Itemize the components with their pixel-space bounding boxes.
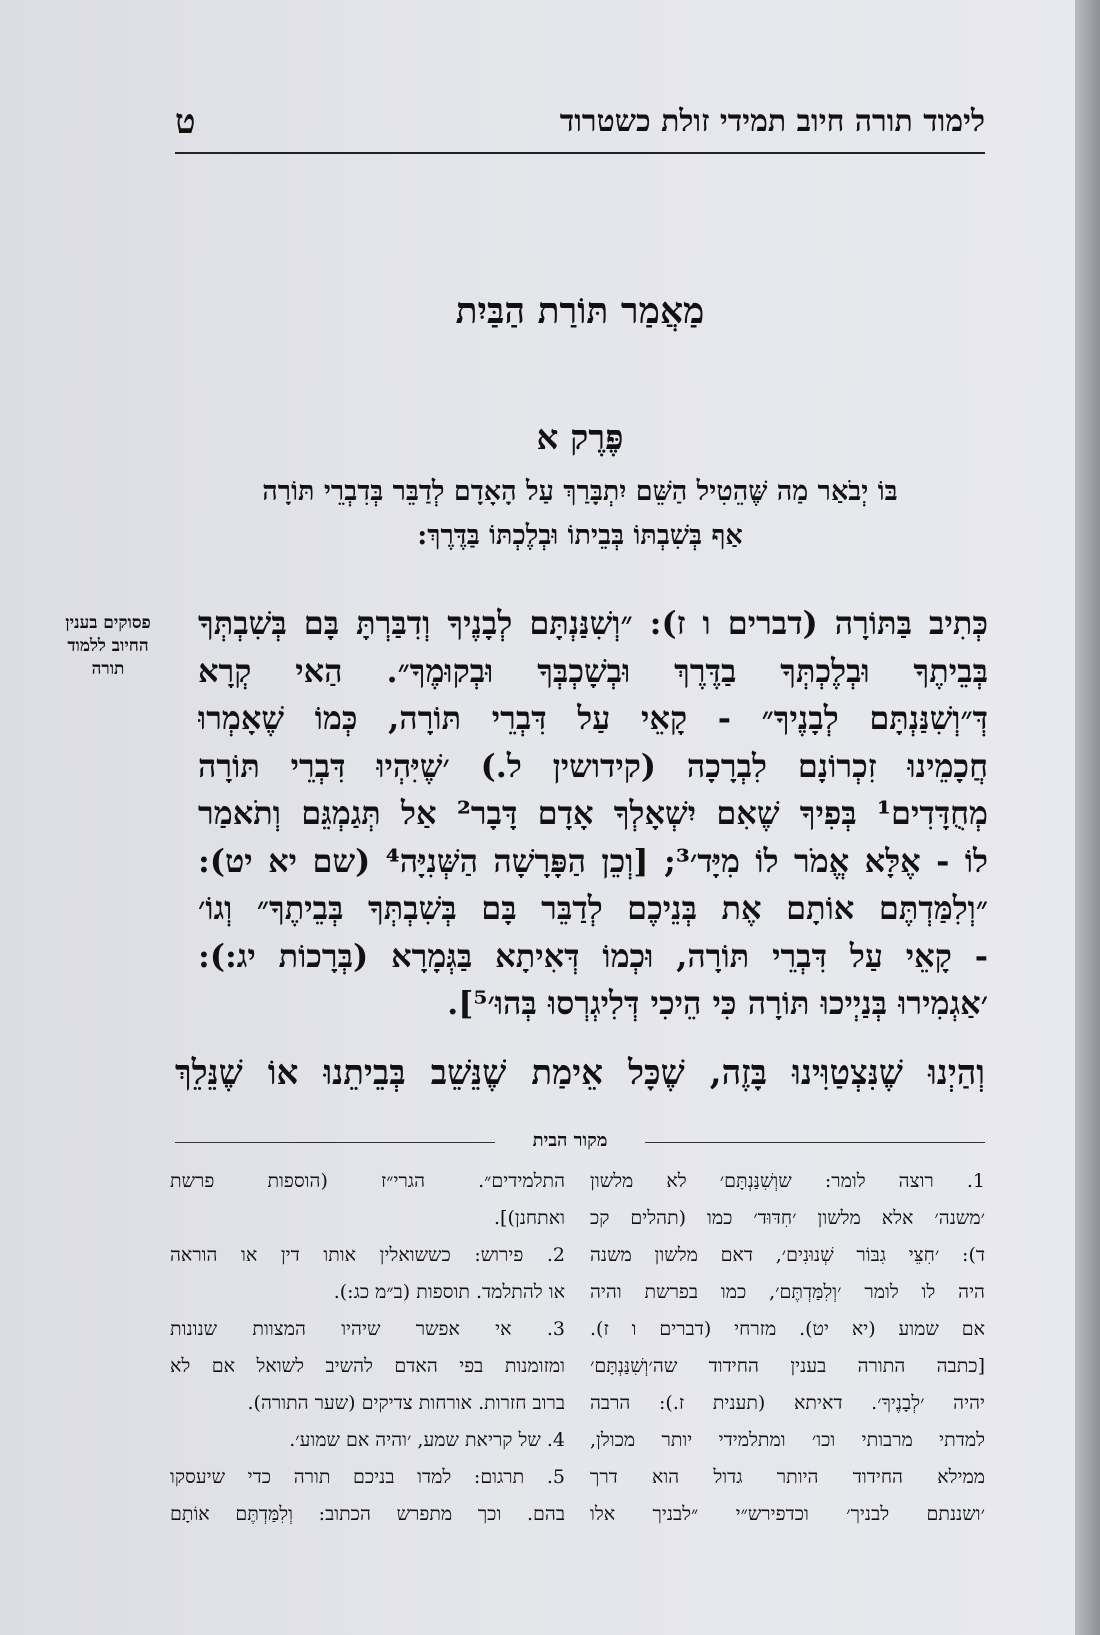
- footnote-line: [כתבה התורה בענין החידוד שה׳וְשִׁנַּנְתָּם׳: [590, 1355, 985, 1377]
- margin-note-line: החיוב ללמוד: [67, 636, 149, 656]
- footnote-line: ומזומנות בפי האדם להשיב לשואל אם לא: [170, 1355, 565, 1377]
- footnote-line: ברוב חזרות. אורחות צדיקים (שער התורה).: [247, 1392, 565, 1414]
- footnote-line: אם שמוע (יא יט). מזרחי (דברים ו ז).: [590, 1318, 985, 1340]
- footnote-line: ׳משנה׳ אלא מלשון ׳חִדּוּד׳ כמו (תהלים קכ: [590, 1207, 985, 1229]
- text-line: כְּתִיב בַּתּוֹרָה (דברים ו ז): ״וְשִׁנַּנְתָּם לְבָנֶיךָ וְדִבַּרְתָּ בָּם בְּשִׁבְתְּךָ: [198, 604, 988, 642]
- footnotes-left-column: [170, 1163, 565, 1623]
- subtitle-line: אַף בְּשִׁבְתּוֹ בְּבֵיתוֹ וּבְלֶכְתּוֹ בַּדֶּרֶךְ:: [417, 520, 743, 551]
- text-line: לוֹ - אֶלָּא אֱמֹר לוֹ מִיָּד׳³; [וְכֵן הַפָּרָשָׁה הַשְּׁנִיָּה⁴ (שם יא יט):: [198, 841, 988, 880]
- text-line: ״וְלִמַּדְתֶּם אוֹתָם אֶת בְּנֵיכֶם לְדַבֵּר בָּם בְּשִׁבְתְּךָ בְּבֵיתֶךָ״ וְגוֹ׳: [198, 889, 988, 927]
- footnote-line: התלמידים״. הגרי״ז (הוספות פרשת: [170, 1170, 565, 1192]
- margin-note-line: תורה: [91, 659, 125, 679]
- footnotes-right-column: [590, 1163, 985, 1623]
- footnote-line: 2. פירוש: כששואלין אותו דין או הוראה: [170, 1244, 565, 1266]
- footnote-line: 3. אי אפשר שיהיו המצוות שנונות: [170, 1318, 565, 1340]
- chapter-subtitle: [175, 470, 985, 558]
- text-line: - קָאֵי עַל דִּבְרֵי תּוֹרָה, וּכְמוֹ דְּאִיתָא בַּגְּמָרָא (בְּרָכוֹת יג:):: [198, 936, 988, 975]
- footnote-line: 1. רוצה לומר: שוְשִׁנַּנְתָּם׳ לא מלשון: [590, 1170, 985, 1192]
- footnote-line: בהם. וכך מתפרש הכתוב: וְלִמַּדְתֶּם אוֹתָם: [170, 1503, 565, 1525]
- chapter-title: פֶּרֶק א: [536, 418, 624, 458]
- running-title: לימוד תורה חיוב תמידי זולת כשטרוד: [559, 104, 985, 139]
- footnote-line: יהיה ׳לְבָנֶיךָ׳. דאיתא (תענית ז.): הרבה: [590, 1392, 985, 1414]
- margin-note-line: פסוקים בענין: [65, 613, 151, 633]
- divider-line: [645, 1142, 985, 1143]
- footnote-line: ואתחנן)].: [494, 1207, 565, 1229]
- footnote-line: ממילא החידוד היותר גדול הוא דרך: [590, 1466, 985, 1488]
- text-line: חֲכָמֵינוּ זִכְרוֹנָם לִבְרָכָה (קידושין ל.) ׳שֶׁיִּהְיוּ דִּבְרֵי תּוֹרָה: [198, 746, 988, 785]
- footnote-line: או להתלמד. תוספות (ב״מ כג:).: [333, 1281, 565, 1303]
- text-line: דְּ״וְשִׁנַּנְתָּם לְבָנֶיךָ״ - קָאֵי עַל דִּבְרֵי תּוֹרָה, כְּמוֹ שֶׁאָמְרוּ: [198, 699, 988, 737]
- margin-note: [38, 612, 178, 681]
- essay-title: מַאֲמַר תּוֹרַת הַבַּיִת: [455, 290, 705, 332]
- running-header: [175, 100, 985, 154]
- footnote-line: למדתי מרבותי וכו׳ ומתלמידי יותר מכולן,: [590, 1429, 985, 1451]
- text-line: בְּבֵיתֶךָ וּבְלֶכְתְּךָ בַדֶּרֶךְ וּבְשָׁכְבְּךָ וּבְקוּמֶךָ״. הַאי קְרָא: [198, 651, 988, 690]
- main-text: [198, 600, 988, 1028]
- notes-header: מקור הבית: [532, 1130, 608, 1151]
- subtitle-line: בּוֹ יְבֹאַר מַה שֶּׁהֵטִיל הַשֵּׁם יִתְבָּרַךְ עַל הָאָדָם לְדַבֵּר בְּדִבְרֵי תּוֹרָה: [262, 476, 898, 507]
- footnote-line: 4. של קריאת שמע, ׳והיה אם שמוע׳.: [289, 1429, 565, 1451]
- footnote-line: ׳ושננתם לבניך׳ וכדפירש״י ״לבניך אלו: [590, 1503, 985, 1525]
- divider-line: [175, 1142, 495, 1143]
- footnote-line: 5. תרגום: למדו בניכם תורה כדי שיעסקו: [170, 1466, 565, 1488]
- next-paragraph: וְהַיְנוּ שֶׁנִּצְטַוִּינוּ בָּזֶה, שֶׁכָּל אֵימַת שֶׁנֵּשֵׁב בְּבֵיתֵנוּ אוֹ שֶׁנֵּלֵךְ: [175, 1053, 985, 1093]
- page-number: ט: [175, 102, 196, 142]
- footnote-line: היה לו לומר ׳וְלִמַּדְתֶּם׳, כמו בפרשת והיה: [590, 1281, 985, 1303]
- notes-divider: [175, 1130, 985, 1151]
- footnote-line: ד): ׳חִצֵּי גִבּוֹר שְׁנוּנִים׳, דאם מלשון משנה: [590, 1244, 985, 1266]
- page-edge: [1075, 0, 1100, 1635]
- text-line: ׳אַגְמִירוּ בְּנַיְיכוּ תּוֹרָה כִּי הֵיכִי דְּלִיגְרְסוּ בְּהוּ׳⁵].: [447, 984, 988, 1022]
- text-line: מְחֻדָּדִים¹ בְּפִיךָ שֶׁאִם יִשְׁאָלְךָ אָדָם דָּבָר² אַל תְּגַמְגֵּם וְתֹאמַר: [198, 794, 988, 832]
